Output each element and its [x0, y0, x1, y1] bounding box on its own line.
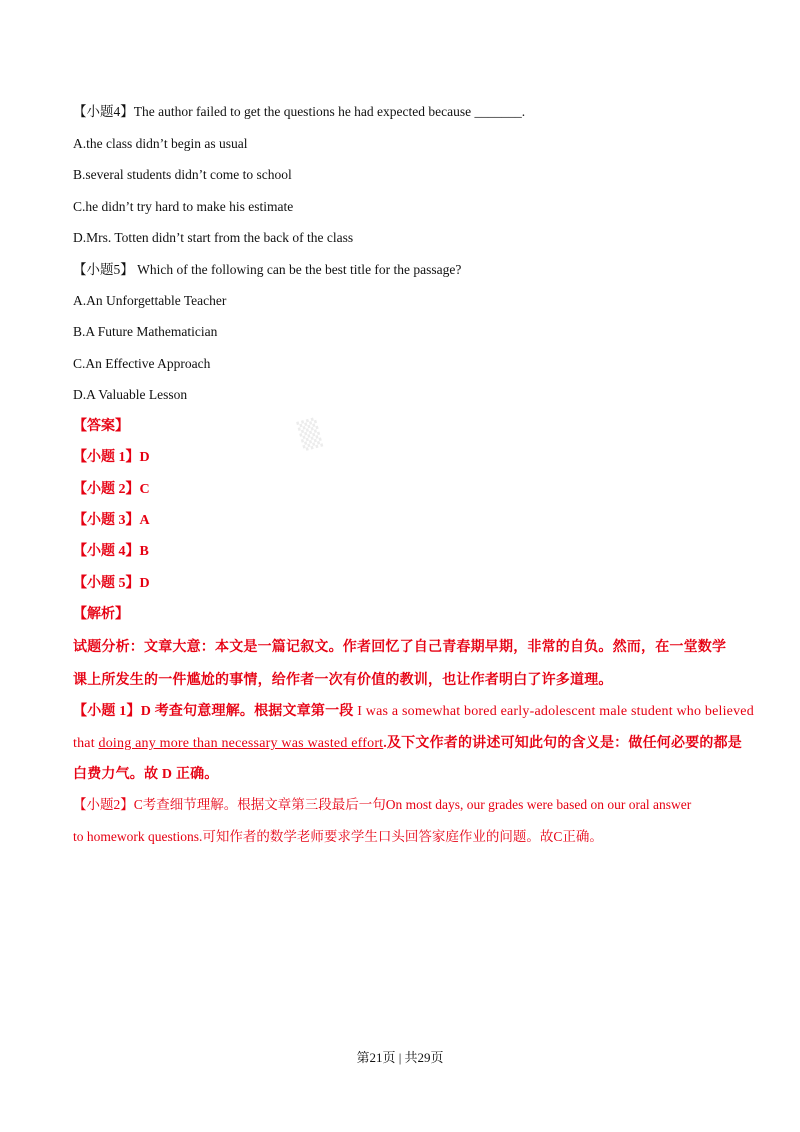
answer-item-3: 【小题 3】A [73, 513, 150, 528]
question-4-option-b: B.several students didn’t come to school [73, 167, 292, 182]
answer-item-4: 【小题 4】B [73, 544, 149, 559]
watermark: ▒ [296, 417, 324, 453]
analysis-q1-underlined-quote: doing any more than necessary was wasted effort [98, 736, 384, 751]
question-4-label: 【小题4】 [73, 104, 134, 119]
analysis-q1-explanation: .及下文作者的讲述可知此句的含义是：做任何必要的都是 [383, 736, 742, 751]
analysis-q2-line-2: to homework questions.可知作者的数学老师要求学生口头回答家庭作业的问题。故C正确。 [73, 829, 603, 844]
question-5-option-a: A.An Unforgettable Teacher [73, 293, 227, 308]
analysis-q1-line-2 [73, 735, 742, 753]
question-5-option-b: B.A Future Mathematician [73, 324, 218, 339]
analysis-q1-line-1 [73, 703, 754, 721]
analysis-q1-quote-start: that [73, 736, 99, 751]
analysis-q1-quote: I was a somewhat bored early-adolescent male student who believed [357, 704, 754, 719]
question-5-option-d: D.A Valuable Lesson [73, 387, 188, 402]
question-4-option-c: C.he didn’t try hard to make his estimate [73, 199, 294, 214]
question-4-stem [73, 103, 525, 121]
analysis-summary-line-1: 试题分析：文章大意：本文是一篇记叙文。作者回忆了自己青春期早期，非常的自负。然而，在一堂数学 [73, 640, 727, 655]
analysis-q2-line-1: 【小题2】C考查细节理解。根据文章第三段最后一句On most days, our grades were based on our oral answer [73, 797, 692, 812]
question-4-text: The author failed to get the questions he had expected because _______. [133, 104, 526, 119]
question-4-option-a: A.the class didn’t begin as usual [73, 136, 248, 151]
question-5-stem [73, 261, 461, 279]
analysis-q1-line-3: 白费力气。故 D 正确。 [73, 767, 219, 782]
page-number: 第21页 | 共29页 [356, 1050, 444, 1065]
analysis-q1-intro: 【小题 1】D 考查句意理解。根据文章第一段 [73, 704, 358, 719]
question-5-option-c: C.An Effective Approach [73, 356, 211, 371]
question-5-text: Which of the following can be the best title for the passage? [133, 262, 462, 277]
question-5-label: 【小题5】 [73, 262, 134, 277]
analysis-heading: 【解析】 [73, 607, 129, 622]
answer-heading: 【答案】 [73, 419, 129, 434]
analysis-summary-line-2: 课上所发生的一件尴尬的事情，给作者一次有价值的教训，也让作者明白了许多道理。 [73, 673, 613, 688]
answer-item-5: 【小题 5】D [73, 576, 150, 591]
question-4-option-d: D.Mrs. Totten didn’t start from the back of the class [73, 230, 354, 245]
answer-item-2: 【小题 2】C [73, 482, 150, 497]
answer-item-1: 【小题 1】D [73, 450, 150, 465]
